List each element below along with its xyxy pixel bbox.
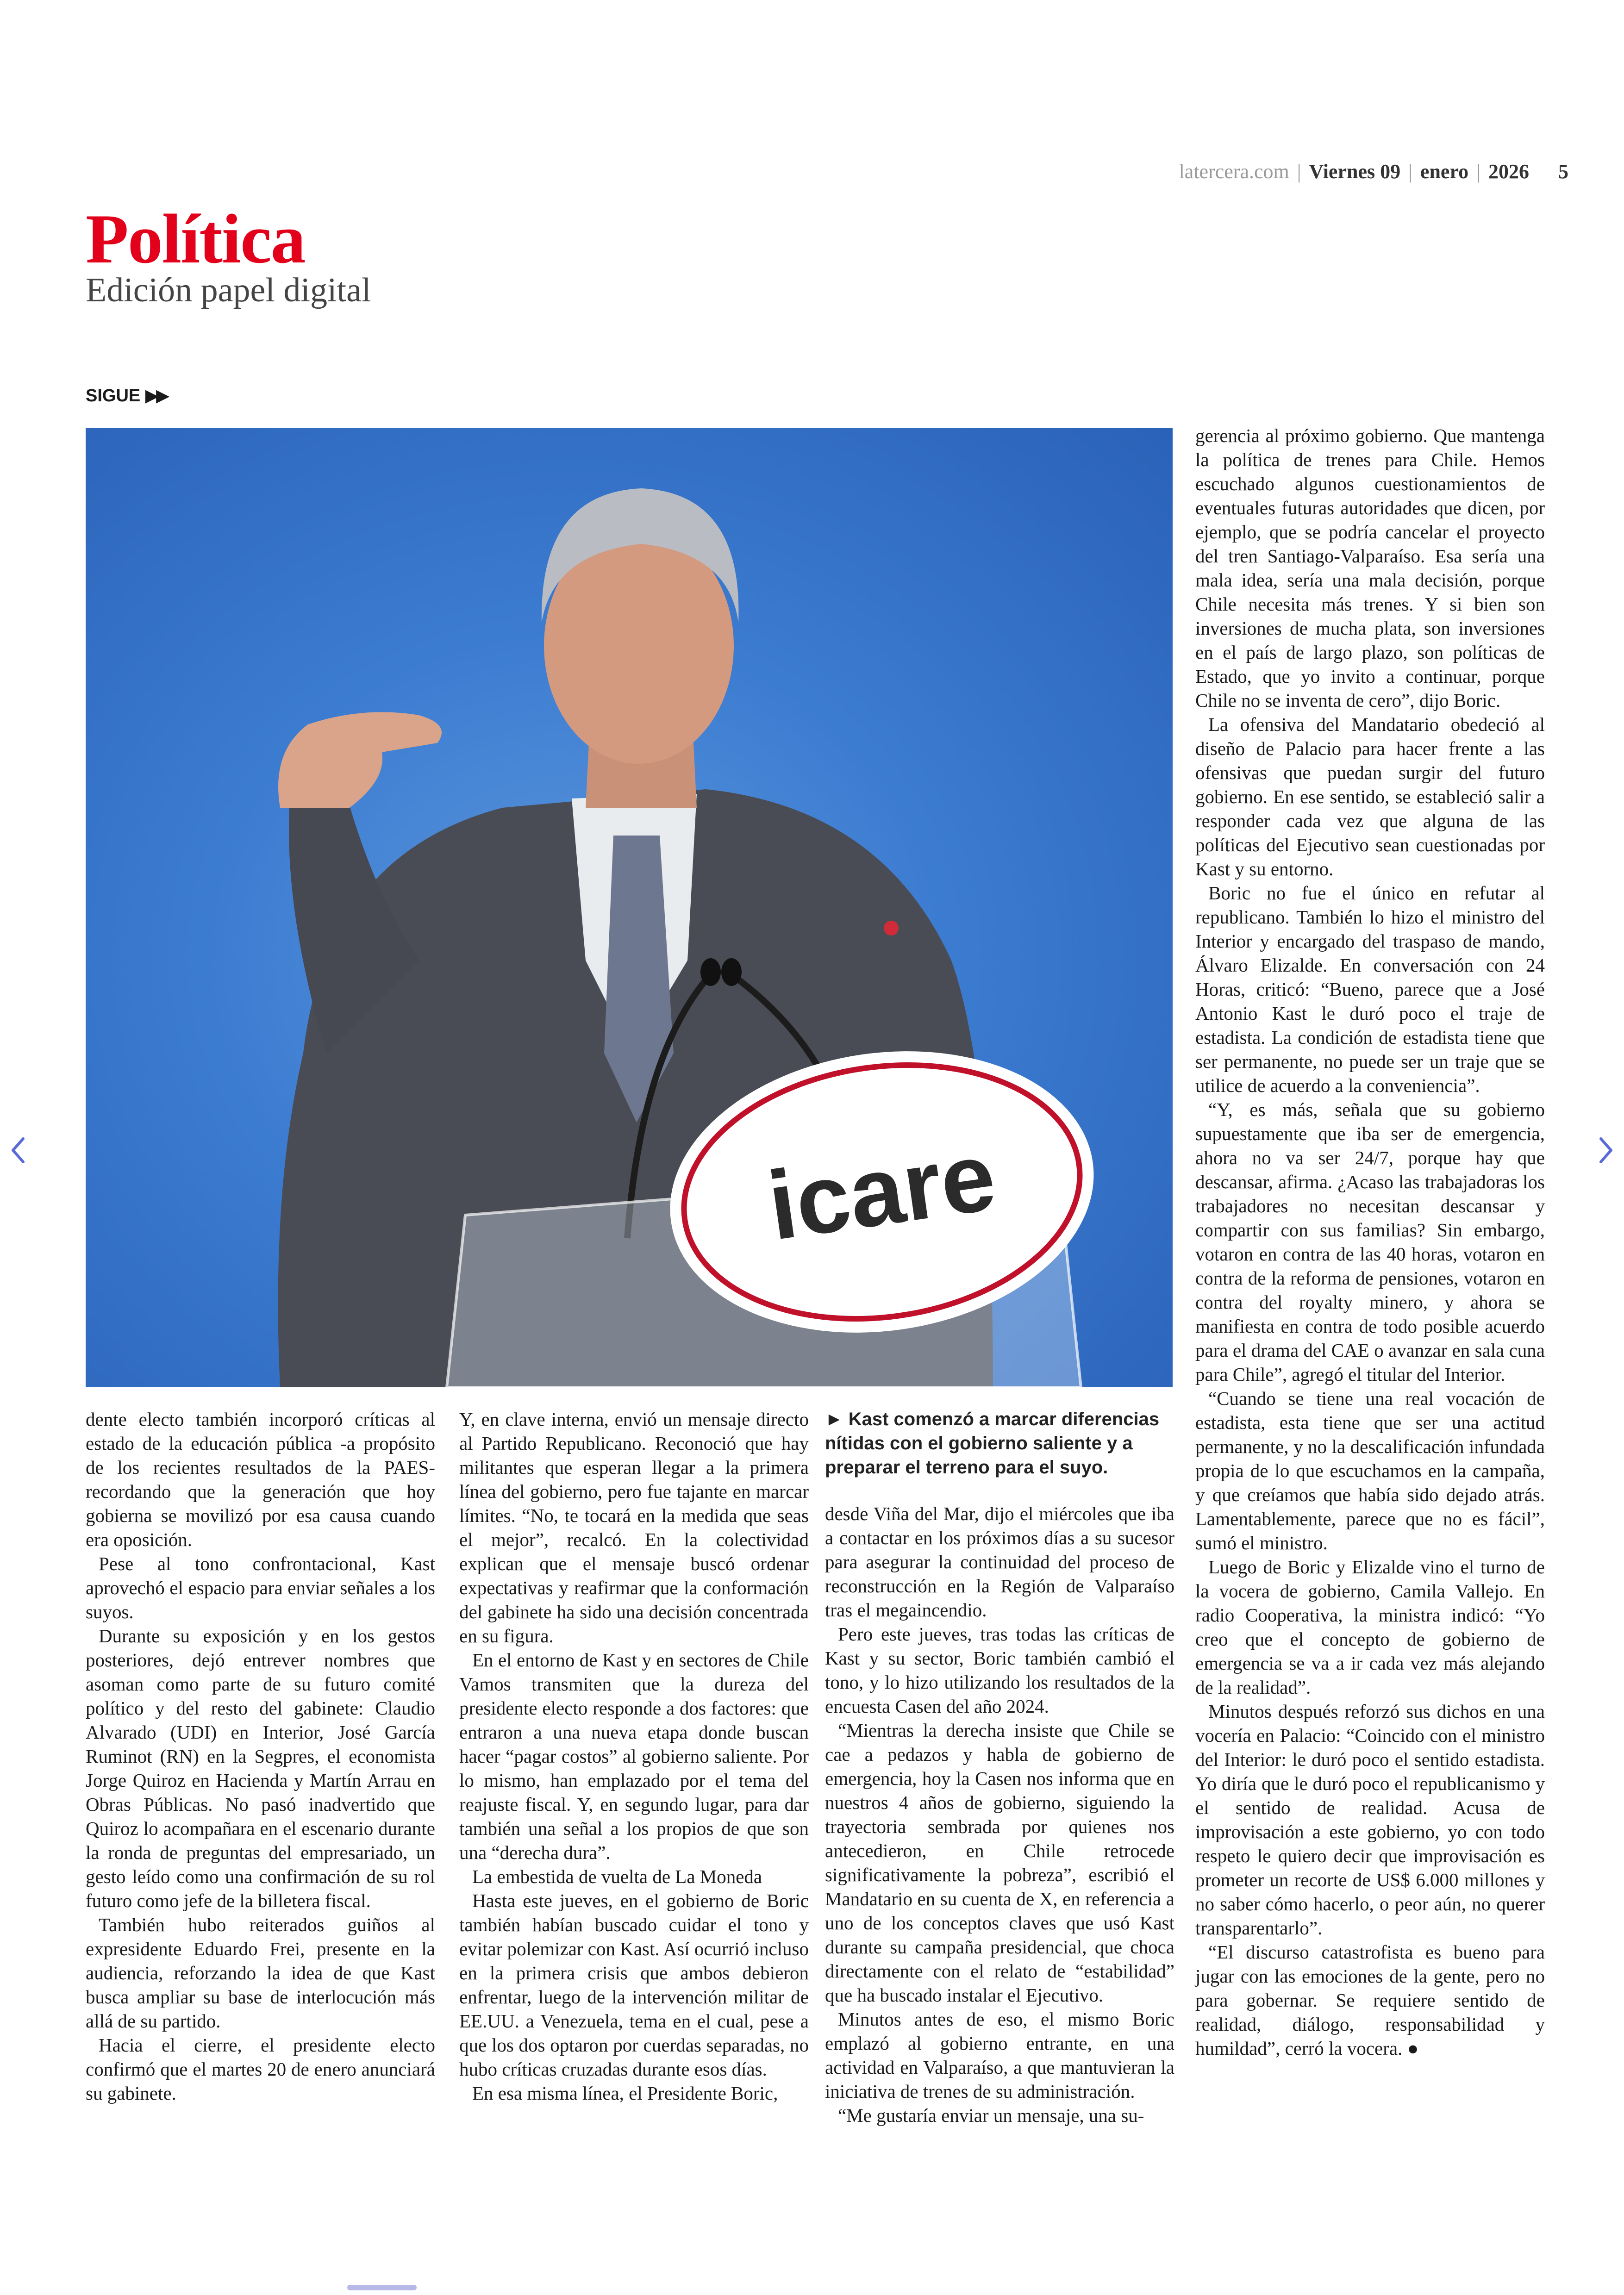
triangle-marker-icon: ►: [825, 1409, 843, 1429]
subheading: La embestida de vuelta de La Moneda: [472, 1866, 762, 1887]
paragraph: Boric no fue el único en refutar al republicano. También lo hizo el ministro del Interior y encargado del traspaso de mando, Álvaro Elizalde. En conversación con 24 Horas, criticó: “Bueno, parece que a José Antonio Kast le duró poco el traje de estadista. La condición de estadista tiene que ser permanente, no puede ser un traje que se utilice de acuerdo a la conveniencia”.: [1195, 882, 1545, 1096]
next-page-button[interactable]: [1592, 1129, 1619, 1171]
paragraph: desde Viña del Mar, dijo el miércoles que iba a contactar en los próximos días a su sucesor para asegurar la continuidad del proceso de reconstrucción en la Región de Valparaíso tras el megaincendio.: [825, 1503, 1174, 1621]
paragraph: “El discurso catastrofista es bueno para jugar con las emociones de la gente, pero no para gobernar. Se requiere sentido de realidad, diálogo, responsabilidad y humildad”, cerró la vocera. ●: [1195, 1941, 1545, 2059]
podium-logo-text: icare: [762, 1121, 1002, 1261]
paragraph: “Cuando se tiene una real vocación de estadista, esta tiene que ser una actitud permanente, y no la descalificación infundada propia de lo que escuchamos en la campaña, y que creíamos que había sido dejado atrás. Lamentablemente, parece que no es fácil”, sumó el ministro.: [1195, 1388, 1545, 1553]
end-mark-icon: ●: [1407, 2038, 1419, 2059]
paragraph: “Y, es más, señala que su gobierno supuestamente que iba ser de emergencia, ahora no va ser 24/7, porque hay que descansar, afirma. ¿Acaso las trabajadoras los trabajadores no necesitan descansar y compartir con sus familias? Sin embargo, votaron en contra de las 40 horas, votaron en contra de la reforma de pensiones, votaron en contra del royalty minero, y ahora se manifiesta en contra de todo posible acuerdo para el drama del CAE o avanzar en sala cuna para Chile”, agregó el titular del Interior.: [1195, 1099, 1545, 1385]
site-name[interactable]: latercera.com: [1179, 160, 1289, 183]
paragraph: Hasta este jueves, en el gobierno de Boric también habían buscado cuidar el tono y evitar polemizar con Kast. Así ocurrió incluso en la primera crisis que ambos debieron enfrentar, luego de la intervención militar de EE.UU. a Venezuela, tema en el cual, pese a que los dos optaron por cuerdas separadas, no hubo críticas cruzadas durante esos días.: [459, 1890, 809, 2080]
paragraph: “Mientras la derecha insiste que Chile se cae a pedazos y habla de gobierno de emergencia, hoy la Casen nos informa que en nuestros 4 años de gobierno, siguiendo la trayectoria sembrada por quienes nos antecedieron, en Chile retrocede significativamente la pobreza”, escribió el Mandatario en su cuenta de X, en referencia a uno de los conceptos claves que usó Kast durante su campaña presidencial, que choca directamente con el relato de “estabilidad” que ha buscado instalar el Ejecutivo.: [825, 1720, 1174, 2006]
speaker-at-podium-illustration: [86, 428, 1173, 1387]
paragraph: Durante su exposición y en los gestos posteriores, dejó entrever nombres que asoman como parte de su futuro comité político y del resto del gabinete: Claudio Alvarado (UDI) en Interior, José García Ruminot (RN) en la Segpres, el economista Jorge Quiroz en Hacienda y Martín Arrau en Obras Públicas. No pasó inadvertido que Quiroz lo acompañara en el escenario durante la ronda de preguntas del empresariado, un gesto leído como una confirmación de su rol futuro como jefe de la billetera fiscal.: [86, 1625, 435, 1911]
section-subtitle: Edición papel digital: [86, 271, 371, 309]
header-year: 2026: [1488, 160, 1529, 183]
double-arrow-icon: ▶▶: [145, 386, 167, 405]
paragraph: Pese al tono confrontacional, Kast aprovechó el espacio para enviar señales a los suyos.: [86, 1553, 435, 1622]
article-column-4: [1195, 424, 1545, 2060]
paragraph: En esa misma línea, el Presidente Boric,: [472, 2083, 778, 2104]
paragraph: Minutos después reforzó sus dichos en una vocería en Palacio: “Coincido con el ministro del Interior: le duró poco el sentido estadista. Yo diría que le duró poco el republicanismo y el sentido de realidad. Acusa de improvisación a este gobierno, yo con todo respeto le quiero decir que improvisación es prometer un recorte de US$ 6.000 millones y no saber cómo hacerlo, o peor aún, no querer transparentarlo”.: [1195, 1701, 1545, 1939]
paragraph: gerencia al próximo gobierno. Que mantenga la política de trenes para Chile. Hemos escuchado algunos cuestionamientos de eventuales futuras autoridades que dicen, por ejemplo, que se podría cancelar el proyecto del tren Santiago-Valparaíso. Esa sería una mala idea, sería una mala decisión, porque Chile necesita más trenes. Y si bien son inversiones de mucha plata, son inversiones en el país de largo plazo, son políticas de Estado, que yo invito a continuar, porque Chile no se inventa de cero”, dijo Boric.: [1195, 425, 1545, 711]
page-number: 5: [1558, 160, 1568, 183]
section-title: Política: [86, 200, 305, 278]
paragraph: En el entorno de Kast y en sectores de Chile Vamos transmiten que la dureza del presidente electo responde a dos factores: que entraron a una nueva etapa donde buscan hacer “pagar costos” al gobierno saliente. Por lo mismo, han emplazado por el tema del reajuste fiscal. Y, en segundo lugar, para dar también una señal a los propios de que son una “derecha dura”.: [459, 1649, 809, 1863]
paragraph: “Me gustaría enviar un mensaje, una su-: [838, 2105, 1144, 2126]
header-day: Viernes 09: [1309, 160, 1401, 183]
chevron-left-icon: [5, 1129, 32, 1171]
article-column-1: [86, 1407, 435, 2105]
paragraph: Pero este jueves, tras todas las críticas de Kast y su sector, Boric también cambió el tono, y lo hizo utilizando los resultados de la encuesta Casen del año 2024.: [825, 1623, 1174, 1717]
paragraph: También hubo reiterados guiños al expresidente Eduardo Frei, presente en la audiencia, reforzando la idea de que Kast busca ampliar su base de interlocución más allá de su partido.: [86, 1914, 435, 2032]
chevron-right-icon: [1592, 1129, 1619, 1171]
page-scroll-indicator[interactable]: [347, 2285, 417, 2290]
article-column-3: [825, 1407, 1174, 2127]
pull-quote: ► Kast comenzó a marcar diferencias nítidas con el gobierno saliente y a preparar el terreno para el suyo.: [825, 1409, 1160, 1478]
article-column-2: [459, 1407, 809, 2105]
paragraph: dente electo también incorporó críticas al estado de la educación pública -a propósito de los recientes resultados de la PAES- recordando que la generación que hoy gobierna se movilizó por esa causa cuando era oposición.: [86, 1409, 435, 1550]
page-header-meta: latercera.com | Viernes 09 | enero | 2026 5: [1179, 160, 1568, 183]
prev-page-button[interactable]: [5, 1129, 32, 1171]
continued-label: SIGUE ▶▶: [86, 386, 167, 405]
paragraph: Y, en clave interna, envió un mensaje directo al Partido Republicano. Reconoció que hay militantes que esperan llegar a la primera línea del gobierno, pero fue tajante en marcar límites. “No, te tocará en la medida que seas el mejor”, recalcó. En la colectividad explican que el mensaje buscó ordenar expectativas y reafirmar que la conformación del gabinete ha sido una decisión concentrada en su figura.: [459, 1409, 809, 1646]
paragraph: Luego de Boric y Elizalde vino el turno de la vocera de gobierno, Camila Vallejo. En radio Cooperativa, la ministra indicó: “Yo creo que el concepto de gobierno de emergencia se va a ir cada vez más alejando de la realidad”.: [1195, 1556, 1545, 1698]
article-photo: [86, 428, 1173, 1387]
paragraph: Hacia el cierre, el presidente electo confirmó que el martes 20 de enero anunciará su gabinete.: [86, 2034, 435, 2104]
header-month: enero: [1420, 160, 1469, 183]
paragraph: Minutos antes de eso, el mismo Boric emplazó al gobierno entrante, en una actividad en Valparaíso, a que mantuvieran la iniciativa de trenes de su administración.: [825, 2008, 1174, 2102]
paragraph: La ofensiva del Mandatario obedeció al diseño de Palacio para hacer frente a las ofensivas que puedan surgir del futuro gobierno. En ese sentido, se estableció salir a responder cada vez que alguna de las políticas del Ejecutivo sean cuestionadas por Kast y su entorno.: [1195, 714, 1545, 879]
